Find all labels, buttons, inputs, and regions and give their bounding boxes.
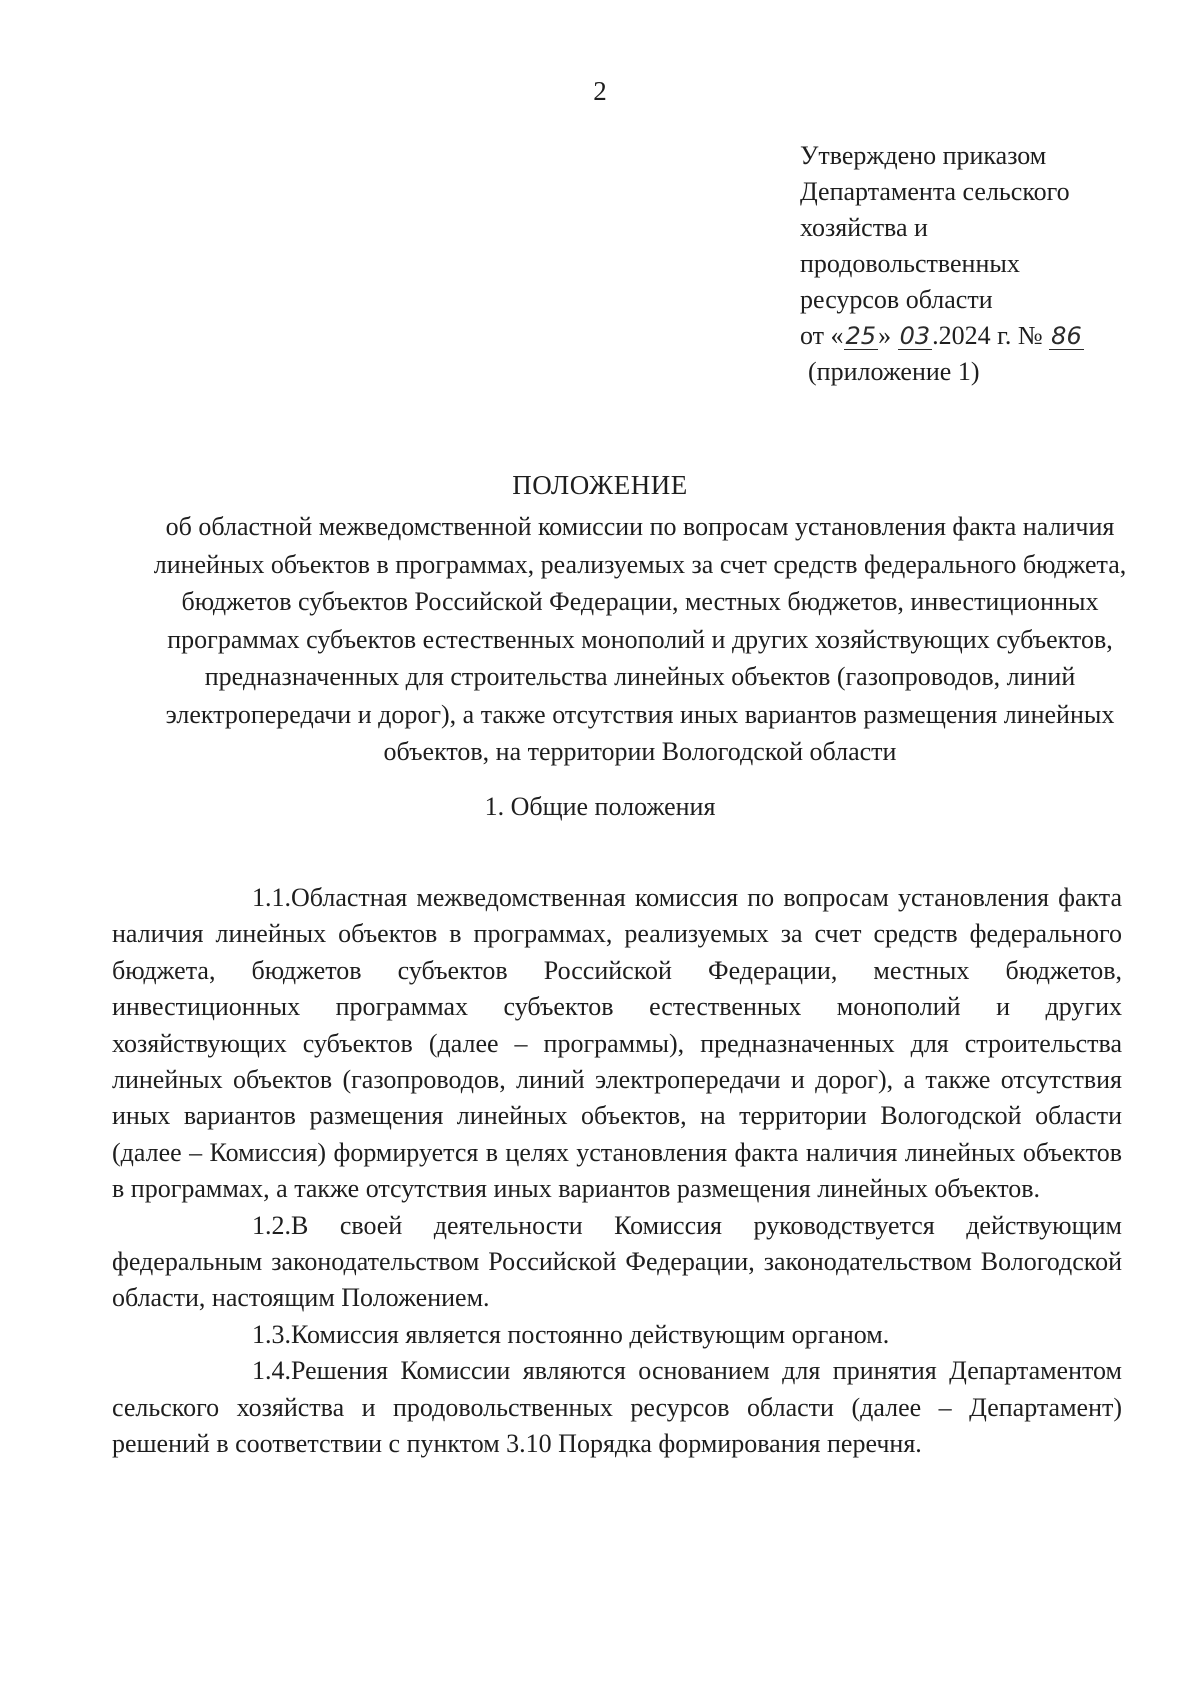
approval-line: Утверждено приказом — [800, 141, 1047, 170]
paragraph-text: В своей деятельности Комиссия руководствуется действующим федеральным законодательством Российской Федерации, законодательством Вологодской области, настоящим Положением. — [112, 1210, 1122, 1313]
paragraph — [112, 1208, 1122, 1317]
section-heading: 1. Общие положения — [484, 792, 716, 821]
approval-line: продовольственных — [800, 249, 1020, 278]
approval-date-line — [800, 318, 1160, 354]
paragraph — [112, 1317, 1122, 1353]
handwritten-order-number: 86 — [1051, 322, 1082, 350]
paragraph-number: 1.3. — [252, 1319, 291, 1349]
approval-line: хозяйства и — [800, 213, 928, 242]
paragraph-text: Комиссия является постоянно действующим органом. — [291, 1319, 890, 1349]
document-subtitle: об областной межведомственной комиссии по вопросам установления факта наличия линейных объектов в программах, реализуемых за счет средств федерального бюджета, бюджетов субъектов Российской Федерации, местных бюджетов, инвестиционных программах субъектов естественных монополий и других хозяйствующих субъектов, предназначенных для строительства линейных объектов (газопроводов, линий электропередачи и дорог), а также отсутствия иных вариантов размещения линейных объектов, на территории Вологодской области — [153, 512, 1127, 766]
paragraph-number: 1.1. — [252, 883, 291, 912]
appendix-label: (приложение 1) — [808, 357, 980, 386]
paragraph — [112, 1353, 1122, 1462]
paragraph-text: Областная межведомственная комиссия по вопросам установления факта наличия линейных объектов в программах, реализуемых за счет средств федерального бюджета, бюджетов субъектов Российской Федерации, местных бюджетов, инвестиционных программах субъектов естественных монополий и других хозяйствующих субъектов (далее – программы), предназначенных для строительства линейных объектов (газопроводов, линий электропередачи и дорог), а также отсутствия иных вариантов размещения линейных объектов, на территории Вологодской области (далее – Комиссия) формируется в целях установления факта наличия линейных объектов в программах, а также отсутствия иных вариантов размещения линейных объектов. — [112, 883, 1122, 1204]
handwritten-month: 03 — [899, 322, 931, 350]
page-number: 2 — [593, 76, 607, 106]
date-year: .2024 г. № — [932, 321, 1043, 350]
approval-line: ресурсов области — [800, 285, 993, 314]
paragraph-number: 1.2. — [252, 1210, 291, 1240]
paragraph — [112, 880, 1122, 1208]
date-prefix: от « — [800, 321, 844, 350]
paragraph-number: 1.4. — [252, 1356, 291, 1386]
handwritten-day: 25 — [845, 322, 877, 350]
approval-block — [800, 138, 1160, 390]
paragraph-text: Решения Комиссии являются основанием для принятия Департаментом сельского хозяйства и продовольственных ресурсов области (далее – Департамент) решений в соответствии с пунктом 3.10 Порядка формирования перечня. — [112, 1356, 1122, 1459]
document-title: ПОЛОЖЕНИЕ — [512, 470, 688, 500]
date-mid: » — [878, 321, 892, 350]
body-text — [112, 880, 1122, 1463]
approval-line: Департамента сельского — [800, 177, 1070, 206]
